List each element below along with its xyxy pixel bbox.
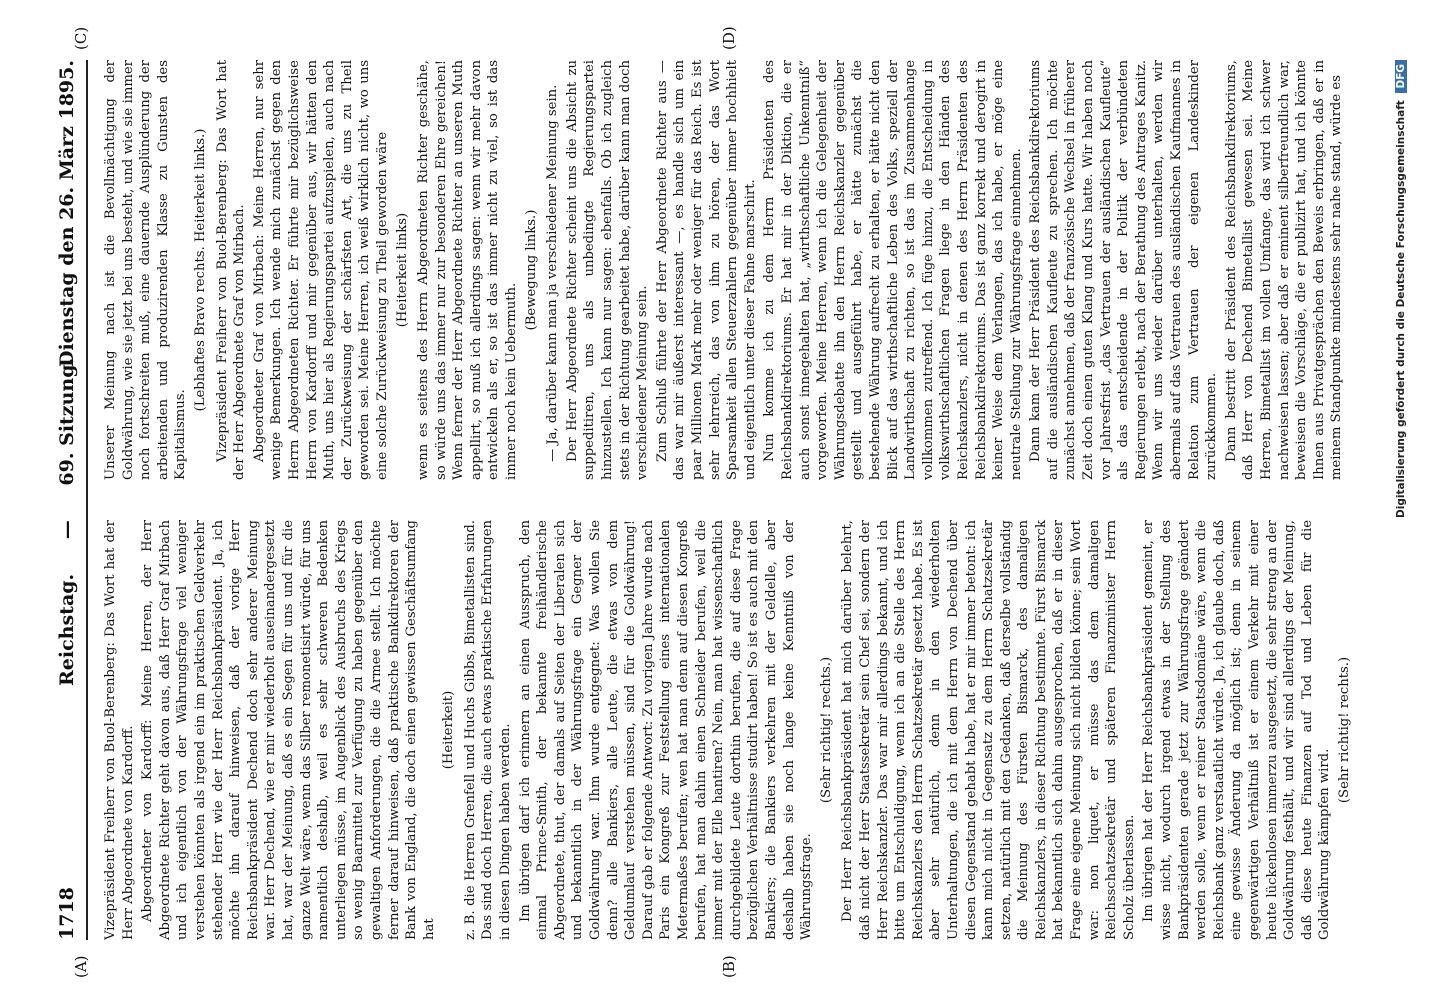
right-column	[102, 60, 1345, 480]
left-column	[102, 520, 1352, 940]
paragraph: Vizepräsident Freiherr von Buol-Berenberg: Das Wort hat der Herr Abgeordnete von Kardorff.	[103, 520, 136, 940]
paragraph: Abgeordneter von Kardorff: Meine Herren, der Herr Abgeordnete Richter geht davon aus, daß Herr Graf Mirbach und ich eigentlich von der Währungsfrage viel weniger verstehen könnten als irgend ein im praktischen Geldverkehr stehender Herr wie der Herr Reichsbankpräsident. Ja, ich möchte ihn darauf hinweisen, daß der vorige Herr Reichsbankpräsident Dechend doch sehr anderer Meinung war. Herr Dechend, wie er mir wiederholt auseinandergesetzt hat, war der Meinung, daß es ein Segen für uns und für die ganze Welt wäre, wenn das Silber remonetisirt würde, für uns namentlich deshalb, weil es sehr schweren Bedenken unterliegen müsse, im Augenblick des Ausbruchs des Kriegs so wenig Baarmittel zur Verfügung zu haben gegenüber den gewaltigen Anforderungen, die die Armee stellt. Ich möchte ferner darauf hinweisen, daß praktische Bankdirektoren der Bank von England, die doch einen gewissen Geschäftsumfang hat	[140, 520, 437, 940]
paragraph: Der Herr Reichsbankpräsident hat mich darüber belehrt, daß nicht der Herr Staatssekretär sein Chef sei, sondern der Herr Reichskanzler. Das war mir allerdings bekannt, und ich bitte um Entschuldigung, wenn ich an die Stelle des Herrn Reichskanzlers den Herrn Schatzsekretär gesetzt habe. Es ist aber sehr natürlich, denn in den wiederholten Unterhaltungen, die ich mit dem Herrn von Dechend über diesen Gegenstand gehabt habe, hat er mir immer betont: ich kann mich nicht in Gegensatz zu dem Herrn Schatzsekretär setzen, natürlich mit den Gedanken, daß derselbe vollständig die Meinung des Fürsten Bismarck, des damaligen Reichskanzlers, in dieser Richtung bestimmte. Fürst Bismarck hat bekanntlich sich dahin ausgesprochen, daß er in dieser Frage eine eigene Meinung sich nicht bilden könne; sein Wort war: non liquet, er müsse das dem damaligen Reichsschatzsekretär und späteren Finanzminister Herrn Scholz überlassen.	[840, 520, 1137, 940]
interjection: (Sehr richtig! rechts.)	[818, 656, 834, 804]
page-number: 1718	[56, 887, 78, 940]
paragraph: Unserer Meinung nach ist die Bevollmächtigung der Goldwährung, wie sie jetzt bei uns besteht, und wie sie immer noch fortschreiten muß, eine dauernde Ausplünderung der arbeitenden und produzirenden Klasse zu Gunsten des Kapitalismus.	[103, 60, 189, 480]
paragraph: Dann bestritt der Präsident des Reichsbankdirektoriums, daß Herr von Dechend Bimetallist gewesen sei. Meine Herren, Bimetallist im vollen Umfange, das wird ich schwer nachweisen lassen; aber daß er eminent silberfreundlich war, beweisen die Vorschläge, die er publizirt hat, und ich könnte Ihnen aus Privatgesprächen den Beweis erbringen, daß er in meinem Standpunkte mindestens sehr nahe stand, würde es	[1223, 60, 1345, 480]
margin-marker-b: (B)	[720, 955, 738, 978]
margin-marker-a: (A)	[72, 955, 90, 978]
paragraph: Zum Schluß führte der Herr Abgeordnete Richter aus — das war mir äußerst interessant —, es handle sich um ein paar Millionen Mark mehr oder weniger für das Reich. Es ist sehr lehrreich, das von ihm zu hören, der das Wort Sparsamkeit allen Steuerzahlern gegenüber immer hochhielt und eigentlich unter dieser Fahne marschirt.	[654, 60, 758, 480]
header-dash: —	[56, 520, 78, 540]
interjection: (Sehr richtig! rechts.)	[1336, 656, 1352, 804]
interjection: (Heiterkeit links)	[394, 212, 410, 328]
margin-marker-c: (C)	[72, 26, 90, 50]
paragraph: z. B. die Herren Grenfell und Huchs Gibbs, Bimetallisten sind. Das sind doch Herren, die auch etwas praktische Erfahrungen in diesen Dingen haben werden.	[462, 520, 514, 940]
interjection: (Bewegung links.)	[523, 209, 539, 331]
interjection: (Heiterkeit)	[441, 690, 457, 770]
paragraph: Nun komme ich zu dem Herrn Präsidenten des Reichsbankdirektoriums. Er hat mir in der Diktion, die er auch sonst innegehalten hat, „wirthschaftliche Unkenntniß“ vorgeworfen. Meine Herren, wenn ich die Gelegenheit der Währungsdebatte ihn den Herrn Reichskanzler gegenüber gestellt und ausgeführt habe, er hätte zunächst die bestehende Währung aufrecht zu erhalten, er hätte nicht den Blick auf das wirthschaftliche Leben des Volks, speziell der Landwirthschaft zu richten, so ist das im Zusammenhange vollkommen zutreffend. Ich füge hinzu, die Entscheidung in volkswirthschaftlichen Fragen liege in den Händen des Reichskanzlers, nicht in denen des Herrn Präsidenten des Reichsbankdirektoriums. Das ist ganz korrekt und derogirt in keiner Weise dem Verlangen, das ich habe, er möge eine neutrale Stellung zur Währungsfrage einnehmen.	[762, 60, 1024, 480]
paragraph: Im übrigen darf ich erinnern an einen Ausspruch, den einmal Prince-Smith, der bekannte freihändlerische Abgeordnete, thut, der damals auf Seiten der Liberalen sich und bekanntlich in der Währungsfrage ein Gegner der Goldwährung war. Ihm wurde entgegnet: Was wollen Sie denn? alle Bankiers, alle Leute, die etwas von dem Geldumlauf verstehen müssen, sind für die Goldwährung! Darauf gab er folgende Antwort: Zu vorigen Jahre wurde nach Paris ein Kongreß zur Feststellung eines internationalen Metermaßes berufen; wen hat man denn auf diesen Kongreß berufen, hat man dahin einen Schneider berufen, weil die immer mit der Elle hantiren? Nein, man hat wissenschaftlich durchgebildete Leute dorthin berufen, die auf diese Frage bezüglichen Verhältnisse studirt haben! So ist es auch mit den Bankiers; die Bankiers verkehren mit der Geldelle, aber deshalb haben sie noch lange keine Kenntniß von der Währungsfrage.	[517, 520, 815, 940]
page-header	[50, 60, 88, 940]
digitization-credit	[1395, 60, 1407, 940]
paragraph: — Ja, darüber kann man ja verschiedener Meinung sein.	[545, 84, 561, 462]
credit-text: Digitalisierung gefördert durch die Deutsche Forschungsgemeinschaft	[1395, 100, 1407, 518]
paragraph: Abgeordneter Graf von Mirbach: Meine Herren, nur sehr wenige Bemerkungen. Ich wende mich zunächst gegen den Herrn Abgeordneten Richter. Er führte mir bezüglichsweise Herrn von Kardorff und mir gegenüber aus, wir hätten den Muth, uns hier als Regierungspartei aufzuspielen, auch nach der Zurückweisung der schärfsten Art, die uns zu Theil geworden sei. Meine Herren, ich weiß wirklich nicht, wo uns eine solche Zurückweisung zu Theil geworden wäre	[251, 60, 390, 480]
header-center	[56, 344, 78, 700]
interjection: (Lebhaftes Bravo rechts. Heiterkeit links.)	[192, 128, 208, 412]
paragraph: Vizepräsident Freiherr von Buol-Berenberg: Das Wort hat der Herr Abgeordnete Graf von Mirbach.	[214, 60, 248, 480]
paragraph: Der Herr Abgeordnete Richter scheint uns die Absicht zu suppeditiren, uns als unbedingte Regierungspartei hinzustellen. Ich kann nur sagen: ebenfalls. Ob ich zugleich stets in der Richtung gearbeitet habe, darüber kann man doch verschiedener Meinung sein.	[564, 60, 651, 480]
session-date: Dienstag den 26. März 1895.	[56, 60, 78, 368]
chamber-name: Reichstag.	[56, 573, 78, 686]
paragraph: wenn es seitens des Herrn Abgeordneten Richter geschähe, so würde uns das immer nur zur besonderen Ehre gereichen! Wenn ferner der Herr Abgeordnete Richter an unseren Muth appellirt, so muß ich allerdings sagen: wenn wir mehr davon entwickeln als er, so ist das immer nicht zu viel, so ist das immer noch kein Uebermuth.	[416, 60, 520, 480]
margin-marker-d: (D)	[720, 26, 738, 50]
paragraph: Dann kam der Herr Präsident des Reichsbankdirektoriums auf die ausländischen Kaufleute zu sprechen. Ich möchte zunächst annehmen, daß der französische Wechsel in früherer Zeit doch einen guten Klang und Kurs hatte. Wir haben noch vor Jahresfrist „das Vertrauen der ausländischen Kaufleute“ als das entscheidende in der Politik der verbündeten Regierungen erlebt, nach der Berathung des Antrages Kanitz. Wenn wir uns wieder darüber unterhalten, werden wir abermals auf das Vertrauen des ausländischen Kaufmannes in Relation zum Vertrauen der eigenen Landeskinder zurückkommen.	[1028, 60, 1220, 480]
session-number: 69. Sitzung.	[56, 357, 78, 486]
dfg-logo: DFG	[1395, 60, 1407, 93]
paragraph: Im übrigen hat der Herr Reichsbankpräsident gemeint, er wisse nicht, wodurch irgend etwas in der Stellung des Bankpräsidenten gerade jetzt zur Währungsfrage geändert werden solle, wenn er reiner Staatsdomäne wäre, wenn die Reichsbank ganz verstaatlicht würde. Ja, ich glaube doch, daß eine gewisse Änderung da möglich ist; denn in seinem gegenwärtigen Verhältniß ist er einem Verkehr mit einer heute lückenlosen immerzu ausgesetzt, die sehr streng an der Goldwährung festhält, und wir sind allerdings der Meinung, daß diese heute Finanzen auf Tod und Leben für die Goldwährung kämpfen wird.	[1141, 520, 1333, 940]
